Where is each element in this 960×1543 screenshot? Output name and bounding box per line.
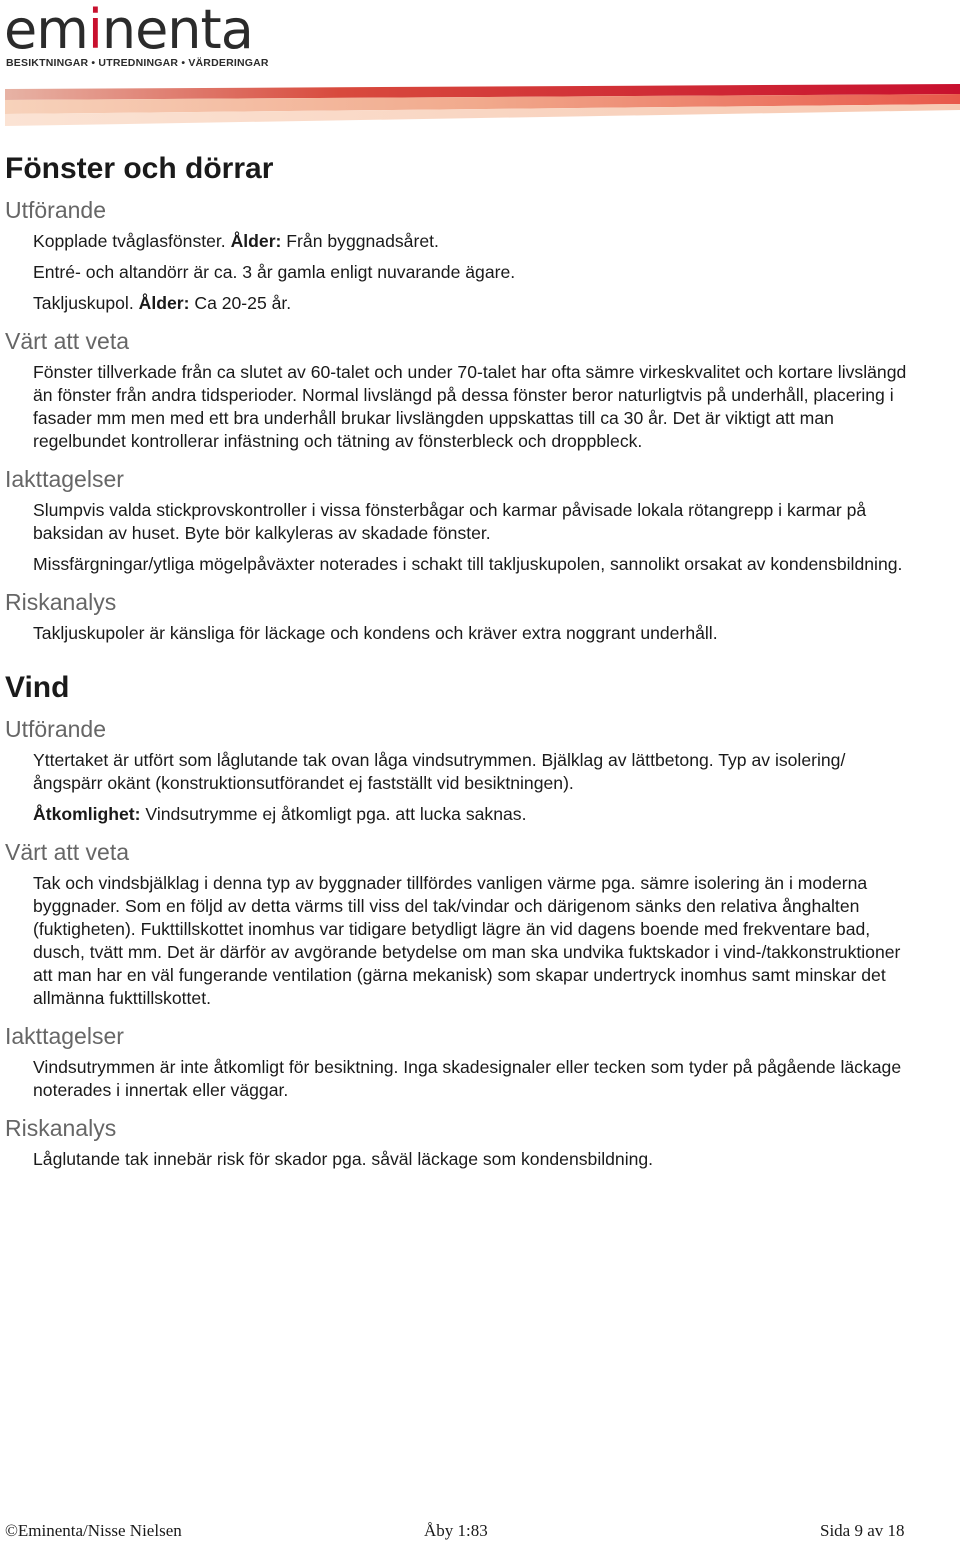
fonster-utforande-line-3 <box>33 292 910 315</box>
bold-label-alder: Ålder: <box>138 293 190 313</box>
section-fonster-och-dorrar <box>0 150 960 645</box>
section-title-fonster: Fönster och dörrar <box>5 152 274 185</box>
text-run: Ca 20-25 år. <box>189 293 292 313</box>
heading-utforande-vind: Utförande <box>5 716 107 742</box>
fonster-utforande-line-2: Entré- och altandörr är ca. 3 år gamla enligt nuvarande ägare. <box>33 262 516 282</box>
text-run: Från byggnadsåret. <box>281 231 439 251</box>
page-header <box>0 0 960 130</box>
text-run: Kopplade tvåglasfönster. <box>33 231 231 251</box>
heading-iakttagelser-vind: Iakttagelser <box>5 1023 124 1049</box>
vind-utforande-text: Yttertaket är utfört som låglutande tak ovan låga vindsutrymmen. Bjälklag av lättbetong. Typ av isolering/ångspärr okänt (konstruktionsutförandet ej fastställt vid besiktningen). <box>33 750 846 793</box>
vind-atkomlighet-text <box>33 803 910 826</box>
heading-vart-att-veta-fonster: Värt att veta <box>5 328 130 354</box>
fonster-vart-att-veta-text: Fönster tillverkade från ca slutet av 60-talet och under 70-talet har ofta sämre virkeskvalitet och kortare livslängd än fönster från andra tidsperioder. Normal livslängd på dessa fönster beror naturligtvis på underhåll, placering i fasader mm men med ett bra underhåll brukar livslängden uppskattas till ca 30 år. Det är viktigt att man regelbundet kontrollerar infästning och tätning av fönsterbleck och droppbleck. <box>33 362 907 451</box>
logo-part-em: em <box>4 0 88 61</box>
fonster-iakttagelser-text-2: Missfärgningar/ytliga mögelpåväxter noterades i schakt till takljuskupolen, sannolikt orsakat av kondensbildning. <box>33 554 903 574</box>
heading-vart-att-veta-vind: Värt att veta <box>5 839 130 865</box>
bold-label-alder: Ålder: <box>230 231 282 251</box>
fonster-iakttagelser-text-1: Slumpvis valda stickprovskontroller i vissa fönsterbågar och karmar påvisade lokala rötangrepp i karmar på baksidan av huset. Byte bör kalkyleras av skadade fönster. <box>33 500 867 543</box>
heading-riskanalys-fonster: Riskanalys <box>5 589 117 615</box>
section-vind <box>0 669 960 1171</box>
header-banner-swoosh <box>0 84 960 130</box>
text-run: Vindsutrymme ej åtkomligt pga. att lucka saknas. <box>140 804 527 824</box>
eminenta-logo <box>4 0 253 61</box>
section-title-vind: Vind <box>5 671 70 704</box>
footer-author: ©Eminenta/Nisse Nielsen <box>5 1521 182 1540</box>
logo-part-i: i <box>87 0 102 61</box>
document-content <box>0 150 960 1179</box>
logo-tagline: BESIKTNINGAR • UTREDNINGAR • VÄRDERINGAR <box>6 57 269 69</box>
logo-part-nenta: nenta <box>101 0 253 61</box>
vind-riskanalys-text: Låglutande tak innebär risk för skador pga. såväl läckage som kondensbildning. <box>33 1149 654 1169</box>
fonster-utforande-line-1 <box>33 230 910 253</box>
fonster-riskanalys-text: Takljuskupoler är känsliga för läckage och kondens och kräver extra noggrant underhåll. <box>33 623 718 643</box>
bold-label-atkomlighet: Åtkomlighet: <box>33 804 141 824</box>
text-run: Takljuskupol. <box>33 293 139 313</box>
heading-iakttagelser-fonster: Iakttagelser <box>5 466 124 492</box>
footer-page-number: Sida 9 av 18 <box>820 1521 905 1540</box>
vind-vart-att-veta-text: Tak och vindsbjälklag i denna typ av byggnader tillfördes vanligen värme pga. sämre isolering än i moderna byggnader. Som en följd av detta värms till viss del tak/vindar och därigenom sänks den relativa ånghalten (fuktigheten). Fukttillskottet inomhus var tidigare betydligt lägre än vid dagens boende med frekventare bad, dusch, tvätt mm. Det är därför av avgörande betydelse om man ska undvika fuktskador i vind-/takkonstruktioner att man har en väl fungerande ventilation (gärna mekanisk) som skapar undertryck inomhus samt minskar det allmänna fukttillskottet. <box>33 873 901 1008</box>
vind-iakttagelser-text: Vindsutrymmen är inte åtkomligt för besiktning. Inga skadesignaler eller tecken som tyder på pågående läckage noterades i innertak eller väggar. <box>33 1057 902 1100</box>
heading-riskanalys-vind: Riskanalys <box>5 1115 117 1141</box>
heading-utforande-fonster: Utförande <box>5 197 107 223</box>
footer-property: Åby 1:83 <box>424 1521 488 1540</box>
